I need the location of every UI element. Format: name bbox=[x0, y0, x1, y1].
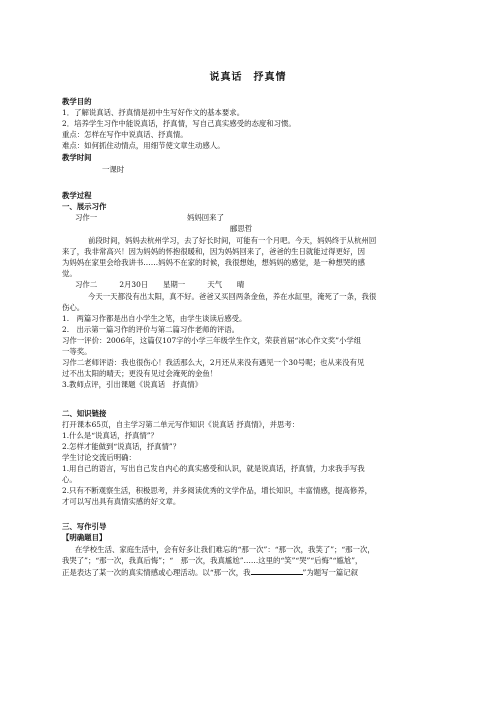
essay1-title: 妈妈回来了 bbox=[187, 213, 224, 222]
essay1-author: 郦思哲 bbox=[230, 224, 253, 233]
knowledge-line-5: 1.用自己的语言，写出自己发自内心的真实感受和认识，就是说真话，抒真情，力求我手写我 bbox=[62, 464, 365, 473]
essay1-label: 习作一 bbox=[75, 213, 98, 222]
knowledge-line-2: 1.什么是“说真话，抒真情”？ bbox=[62, 431, 158, 440]
note-4: 一等奖。 bbox=[62, 347, 92, 356]
note-3: 习作一评价：2006年，这篇仅107字的小学三年级学生作文，荣获首届“冰心作文奖”小学组 bbox=[62, 336, 362, 345]
knowledge-line-6: 心。 bbox=[62, 475, 77, 484]
guide-line-3-text: 正是表达了某一次的真实情感或心理活动。以“那一次，我 bbox=[62, 568, 251, 577]
knowledge-line-3: 2.怎样才能做到“说真话，抒真情”？ bbox=[62, 442, 181, 451]
note-2: 2. 出示第一篇习作的评价与第二篇习作老师的评语。 bbox=[62, 325, 240, 334]
essay1-line-4: 觉。 bbox=[62, 269, 77, 278]
section-heading-guide: 三、写作引导 bbox=[62, 522, 107, 531]
essay2-line-2: 伤心。 bbox=[62, 303, 85, 312]
essay1-line-3: 为妈妈在家里会给我讲书……妈妈不在家的时候，我很想她，想妈妈的感觉，是一种想哭的感 bbox=[62, 258, 366, 267]
section-heading-process: 教学过程 bbox=[62, 191, 92, 200]
essay2-header: 习作二 2月30日 星期一 天气 晴 bbox=[75, 280, 245, 289]
key-point: 重点：怎样在写作中说真话、抒真情。 bbox=[62, 130, 188, 139]
guide-line-3-tail: ”为题写一篇记叙 bbox=[302, 568, 359, 577]
goal-item-1: 1．了解说真话、抒真情是初中生写好作文的基本要求。 bbox=[62, 108, 245, 117]
knowledge-line-1: 打开课本65页，自主学习第二单元写作知识《说真话 抒真情》，并思考： bbox=[62, 420, 300, 429]
note-5: 习作二老师评语：我也很伤心！我活那么大，2月还从来没有遇见一个30号呢；也从来没有见 bbox=[62, 358, 365, 367]
section-heading-knowledge: 二、知识链接 bbox=[62, 409, 107, 418]
difficult-point: 难点：如何抓住动情点，用细节使文章生动感人。 bbox=[62, 141, 225, 150]
note-1: 1. 两篇习作都是出自小学生之笔，由学生谈读后感受。 bbox=[62, 314, 247, 323]
note-6: 过不出太阳的晴天；更没有见过会淹死的金鱼！ bbox=[62, 369, 218, 378]
section-heading-time: 教学时间 bbox=[62, 153, 92, 162]
guide-line-1: 在学校生活、家庭生活中，会有好多让我们难忘的“那一次”：“那一次，我笑了”；“那一次， bbox=[75, 545, 375, 554]
section-heading-goal: 教学目的 bbox=[62, 97, 92, 106]
goal-item-2: 2．培养学生习作中能说真话，抒真情，写自己真实感受的态度和习惯。 bbox=[62, 119, 296, 128]
essay2-line-1: 今天一天都没有出太阳，真不好。爸爸又买回两条金鱼，养在水缸里，淹死了一条，我很 bbox=[88, 292, 377, 301]
guide-line-3 bbox=[62, 567, 437, 577]
guide-subheading: 【明确题目】 bbox=[62, 533, 107, 542]
essay1-line-1: 前段时间，妈妈去杭州学习，去了好长时间，可能有一个月吧。今天，妈妈终于从杭州回 bbox=[88, 236, 377, 245]
fill-in-blank bbox=[251, 567, 303, 575]
page-title: 说真话 抒真情 bbox=[209, 72, 287, 83]
knowledge-line-4: 学生讨论交流后明确： bbox=[62, 453, 136, 462]
part-heading-show: 一、展示习作 bbox=[62, 202, 107, 211]
guide-line-2: 我哭了”；“那一次，我真后悔”；“ 那一次，我真尴尬”……这里的“笑”“哭”“后悔”“尴尬”， bbox=[62, 556, 363, 565]
knowledge-line-8: 才可以写出具有真情实感的好文章。 bbox=[62, 497, 181, 506]
essay1-line-2: 来了，我非常高兴！因为妈妈的怀抱很暖和，因为妈妈回来了，爸爸的生日就能过得更好，因 bbox=[62, 247, 366, 256]
time-value: 一课时 bbox=[102, 165, 125, 174]
knowledge-line-7: 2.只有不断观察生活，积极思考，并多阅读优秀的文学作品，增长知识，丰富情感，提高修养， bbox=[62, 486, 373, 495]
note-7: 3.教师点评，引出课题《说真话 抒真情》 bbox=[62, 380, 203, 389]
